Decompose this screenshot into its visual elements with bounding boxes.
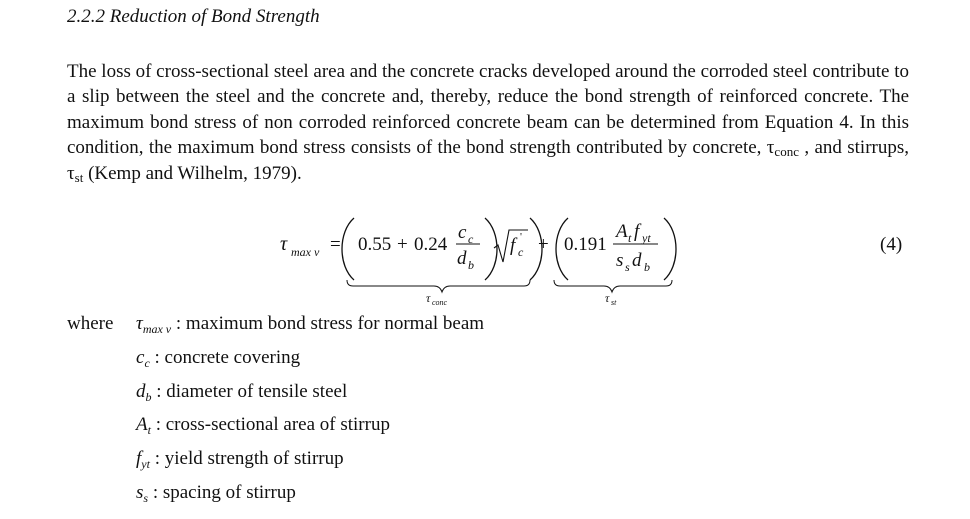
definition-row xyxy=(136,313,484,335)
constant-055: 0.55 xyxy=(358,234,392,255)
frac1-denominator-sub: b xyxy=(468,258,474,272)
constant-024: 0.24 xyxy=(414,234,448,255)
frac2-s: s xyxy=(616,250,624,271)
sqrt-f: f xyxy=(510,235,516,256)
definition-symbol: $d_b$ xyxy=(136,381,152,404)
paragraph-text-3: (Kemp and Wilhelm, 1979). xyxy=(83,162,302,184)
definition-row xyxy=(136,448,344,470)
lhs-subscript: max v xyxy=(291,245,320,259)
body-paragraph xyxy=(67,59,909,186)
underbrace-conc-sub: conc xyxy=(432,298,448,307)
definition-text: : maximum bond stress for normal beam xyxy=(171,313,485,334)
sqrt-prime: ' xyxy=(520,231,522,243)
where-label: where xyxy=(67,313,114,334)
definition-text: : concrete covering xyxy=(149,347,301,368)
equation-4 xyxy=(280,210,690,305)
definition-symbol: $\tau_{max v}$ xyxy=(136,313,172,336)
tau-st-subscript: st xyxy=(74,169,84,185)
plus-2: + xyxy=(538,234,549,255)
definition-symbol: $A_t$ xyxy=(136,414,151,437)
definition-text: : yield strength of stirrup xyxy=(149,448,344,469)
underbrace-conc-tau: τ xyxy=(426,291,431,305)
definition-symbol: $c_c$ xyxy=(136,347,150,370)
underbrace-conc xyxy=(347,280,530,292)
tau-conc-subscript: conc xyxy=(774,144,799,160)
frac2-f: f xyxy=(634,221,640,242)
frac2-A-sub: t xyxy=(628,231,632,245)
right-paren-1 xyxy=(485,218,497,280)
definition-symbol: $s_s$ xyxy=(136,482,149,505)
frac1-numerator: c xyxy=(458,222,467,243)
definition-symbol: $f_{yt}$ xyxy=(136,448,150,471)
equals-sign: = xyxy=(330,234,341,255)
definition-row xyxy=(136,414,390,436)
underbrace-st-sub: st xyxy=(611,298,617,307)
right-paren-3 xyxy=(664,218,676,280)
constant-0191: 0.191 xyxy=(564,234,607,255)
frac2-A: A xyxy=(616,221,628,242)
frac2-d: d xyxy=(632,250,642,271)
frac2-s-sub: s xyxy=(625,260,630,274)
equation-number: (4) xyxy=(880,234,903,255)
frac1-denominator: d xyxy=(457,248,467,269)
definition-text: : diameter of tensile steel xyxy=(151,381,348,402)
frac1-numerator-sub: c xyxy=(468,232,474,246)
underbrace-st-tau: τ xyxy=(605,291,610,305)
lhs-tau: τ xyxy=(280,233,288,255)
paragraph-text-1: The loss of cross-sectional steel area and the concrete cracks developed around the corroded steel contribute to a slip between the steel and the concrete and, thereby, reduce the bond strength of reinforced concrete. The maximum bond stress of non corroded reinforced concrete beam can be determined from Equation 4. In this condition, the maximum bond stress consists of the bond strength contributed by concrete, τ xyxy=(67,61,909,159)
definition-row xyxy=(136,482,296,504)
frac2-f-sub: yt xyxy=(642,231,651,245)
underbrace-st xyxy=(554,280,672,292)
definition-text: : spacing of stirrup xyxy=(148,482,296,503)
definition-row xyxy=(136,381,347,403)
section-heading: 2.2.2 Reduction of Bond Strength xyxy=(67,6,320,27)
paragraph-text-2: , and stirrups, τ xyxy=(67,137,909,184)
frac2-d-sub: b xyxy=(644,260,650,274)
sqrt-f-sub: c xyxy=(518,245,524,259)
plus-1: + xyxy=(397,234,408,255)
equation-svg xyxy=(280,210,690,305)
definition-text: : cross-sectional area of stirrup xyxy=(150,414,390,435)
left-paren-1 xyxy=(342,218,354,280)
definition-row xyxy=(136,347,300,369)
